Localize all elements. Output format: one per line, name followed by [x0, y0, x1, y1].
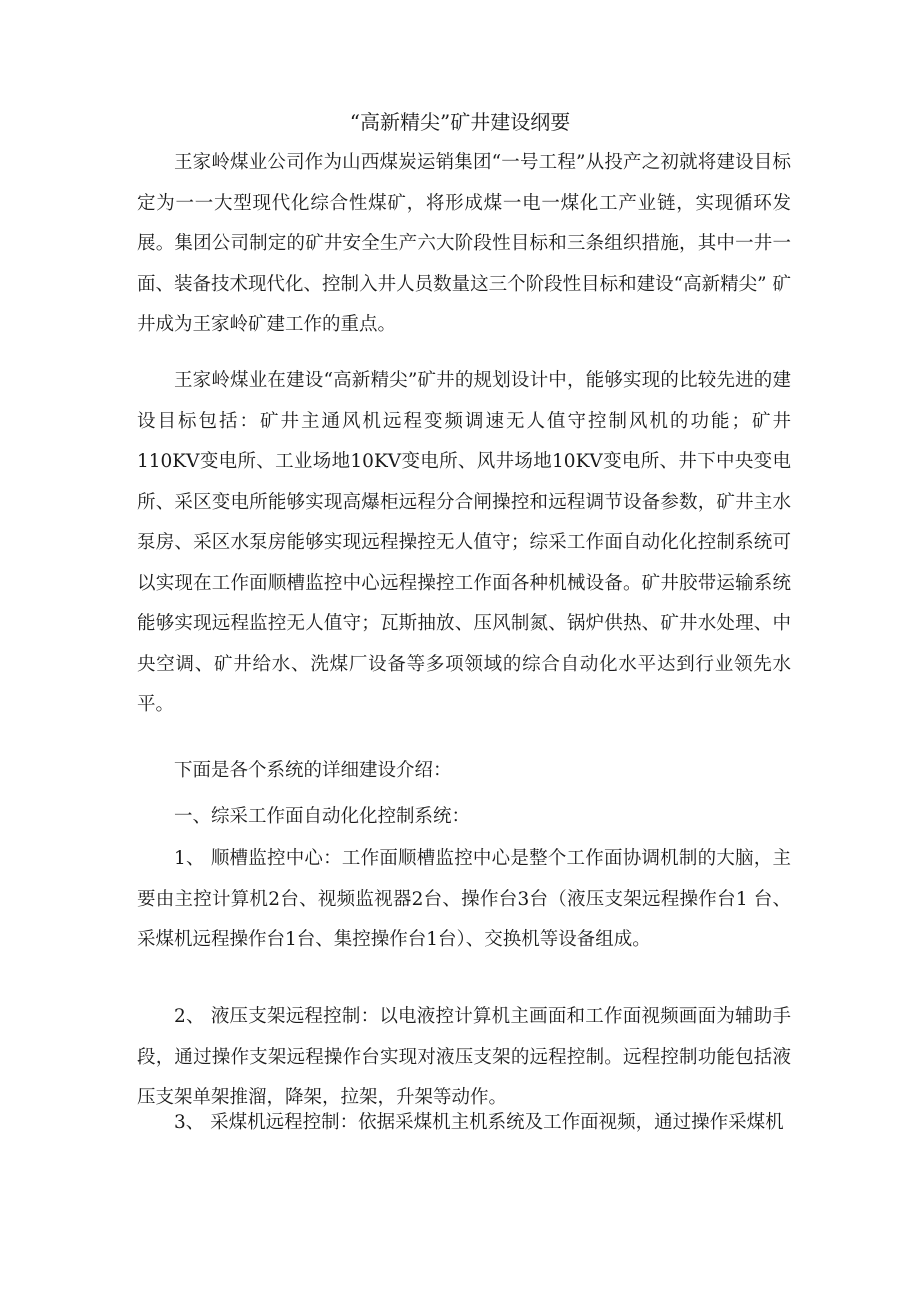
list-item-hydraulic-support: 2、 液压支架远程控制：以电液控计算机主画面和工作面视频画面为辅助手段，通过操作支架远程操作台实现对液压支架的远程控制。远程控制功能包括液压支架单架推溜，降架，拉架，升架等动作。	[137, 1006, 791, 1108]
paragraph-intro: 王家岭煤业公司作为山西煤炭运销集团“一号工程”从投产之初就将建设目标定为一一大型现代化综合性煤矿，将形成煤一电一煤化工产业链，实现循环发展。集团公司制定的矿井安全生产六大阶段性目标和三条组织措施，其中一井一面、装备技术现代化、控制入井人员数量这三个阶段性目标和建设“高新精尖” 矿井成为王家岭矿建工作的重点。	[137, 152, 791, 335]
paragraph-goals: 王家岭煤业在建设“高新精尖”矿井的规划设计中，能够实现的比较先进的建设目标包括：矿井主通风机远程变频调速无人值守控制风机的功能；矿井110KV变电所、工业场地10KV变电所、风井场地10KV变电所、井下中央变电所、采区变电所能够实现高爆柜远程分合闸操控和远程调节设备参数，矿井主水泵房、采区水泵房能够实现远程操控无人值守；综采工作面自动化化控制系统可以实现在工作面顺槽监控中心远程操控工作面各种机械设备。矿井胶带运输系统能够实现远程监控无人值守；瓦斯抽放、压风制氮、锅炉供热、矿井水处理、中央空调、矿井给水、洗煤厂设备等多项领域的综合自动化水平达到行业领先水平。	[137, 370, 791, 715]
list-item-shearer-control: 3、 采煤机远程控制：依据采煤机主机系统及工作面视频，通过操作采煤机	[174, 1112, 784, 1133]
list-item-monitoring-center: 1、 顺槽监控中心：工作面顺槽监控中心是整个工作面协调机制的大脑，主要由主控计算机2台、视频监视器2台、操作台3台（液压支架远程操作台1 台、采煤机远程操作台1台、集控操作台1台）、交换机等设备组成。	[137, 848, 791, 950]
paragraph-systems-intro: 下面是各个系统的详细建设介绍：	[174, 760, 452, 781]
section-heading-fully-mechanized: 一、综采工作面自动化化控制系统：	[174, 806, 471, 827]
document-title: “高新精尖”矿井建设纲要	[349, 110, 571, 134]
